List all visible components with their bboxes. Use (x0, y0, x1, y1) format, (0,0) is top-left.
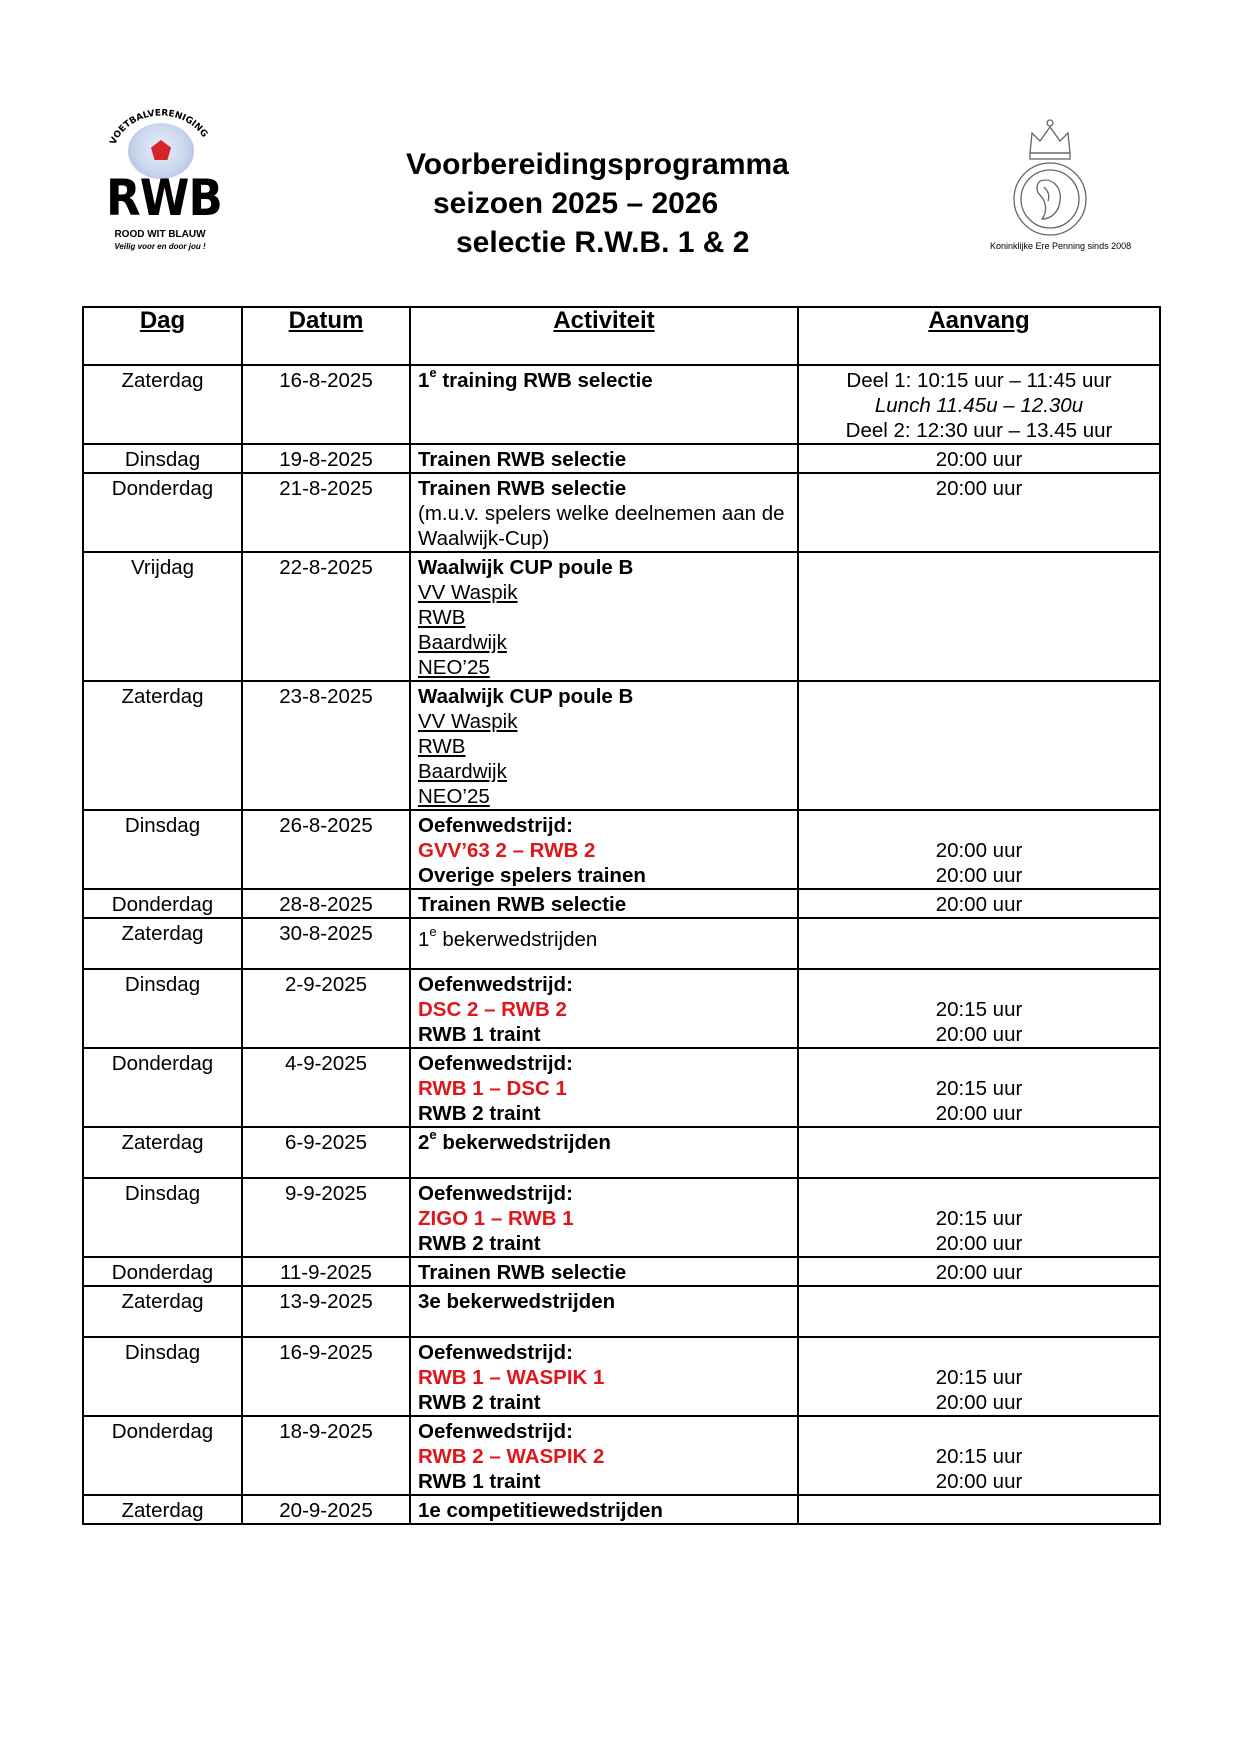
table-row (83, 810, 1160, 889)
cell-datum: 30-8-2025 (242, 918, 410, 969)
table-row (83, 681, 1160, 810)
cell-aanvang: 20:15 uur 20:00 uur (798, 1048, 1160, 1127)
match-fixture: RWB 1 – DSC 1 (418, 1077, 567, 1100)
match-fixture: DSC 2 – RWB 2 (418, 998, 567, 1021)
team-name: VV Waspik (418, 710, 518, 733)
cell-datum: 19-8-2025 (242, 444, 410, 473)
cell-activiteit: Trainen RWB selectie (410, 889, 798, 918)
cell-datum: 23-8-2025 (242, 681, 410, 810)
cell-dag: Dinsdag (83, 1337, 242, 1416)
table-row (83, 473, 1160, 552)
cell-dag: Vrijdag (83, 552, 242, 681)
cell-dag: Zaterdag (83, 1286, 242, 1337)
cell-datum: 18-9-2025 (242, 1416, 410, 1495)
match-fixture: ZIGO 1 – RWB 1 (418, 1207, 574, 1230)
cell-datum: 6-9-2025 (242, 1127, 410, 1178)
table-row (83, 1495, 1160, 1524)
match-fixture: RWB 1 – WASPIK 1 (418, 1366, 605, 1389)
cell-aanvang: 20:15 uur 20:00 uur (798, 969, 1160, 1048)
logo-club-name: ROOD WIT BLAUW (114, 229, 206, 240)
cell-dag: Zaterdag (83, 681, 242, 810)
table-row (83, 1127, 1160, 1178)
cell-aanvang (798, 1495, 1160, 1524)
schedule-table (82, 306, 1161, 1525)
cell-aanvang (798, 1127, 1160, 1178)
cell-activiteit: Oefenwedstrijd: GVV’63 2 – RWB 2 Overige spelers trainen (410, 810, 798, 889)
cell-dag: Zaterdag (83, 365, 242, 444)
team-name: RWB (418, 606, 466, 629)
cell-aanvang (798, 552, 1160, 681)
team-name: NEO’25 (418, 785, 490, 808)
cell-datum: 9-9-2025 (242, 1178, 410, 1257)
svg-text:VOETBALVERENIGING: VOETBALVERENIGING (108, 108, 210, 147)
table-row (83, 1286, 1160, 1337)
cell-aanvang: Deel 1: 10:15 uur – 11:45 uur Lunch 11.45u – 12.30u Deel 2: 12:30 uur – 13.45 uur (798, 365, 1160, 444)
cell-aanvang (798, 1286, 1160, 1337)
cell-datum: 26-8-2025 (242, 810, 410, 889)
page-subtitle-selection: selectie R.W.B. 1 & 2 (456, 226, 750, 259)
cell-datum: 20-9-2025 (242, 1495, 410, 1524)
cell-datum: 21-8-2025 (242, 473, 410, 552)
cell-activiteit: Oefenwedstrijd: DSC 2 – RWB 2 RWB 1 traint (410, 969, 798, 1048)
table-row (83, 1337, 1160, 1416)
logo-tagline: Veilig voor en door jou ! (114, 242, 206, 251)
cell-activiteit: 3e bekerwedstrijden (410, 1286, 798, 1337)
cell-activiteit: 1e training RWB selectie (410, 365, 798, 444)
cell-datum: 22-8-2025 (242, 552, 410, 681)
cell-aanvang: 20:00 uur (798, 889, 1160, 918)
cell-dag: Donderdag (83, 1257, 242, 1286)
cell-dag: Dinsdag (83, 1178, 242, 1257)
team-name: RWB (418, 735, 466, 758)
crown-medal-icon (990, 115, 1110, 239)
cell-aanvang: 20:15 uur 20:00 uur (798, 1178, 1160, 1257)
table-row (83, 1048, 1160, 1127)
cell-datum: 2-9-2025 (242, 969, 410, 1048)
cell-dag: Zaterdag (83, 1495, 242, 1524)
cell-dag: Dinsdag (83, 969, 242, 1048)
table-row (83, 1178, 1160, 1257)
team-name: Baardwijk (418, 760, 507, 783)
cell-activiteit: Oefenwedstrijd: RWB 2 – WASPIK 2 RWB 1 traint (410, 1416, 798, 1495)
page-subtitle-season: seizoen 2025 – 2026 (433, 187, 719, 220)
match-fixture: RWB 2 – WASPIK 2 (418, 1445, 605, 1468)
cell-activiteit: Waalwijk CUP poule B VV Waspik RWB Baardwijk NEO’25 (410, 552, 798, 681)
team-name: VV Waspik (418, 581, 518, 604)
cell-datum: 11-9-2025 (242, 1257, 410, 1286)
cell-aanvang (798, 918, 1160, 969)
cell-aanvang (798, 681, 1160, 810)
cell-dag: Dinsdag (83, 444, 242, 473)
cell-datum: 13-9-2025 (242, 1286, 410, 1337)
cell-activiteit: Trainen RWB selectie (410, 444, 798, 473)
cell-dag: Zaterdag (83, 918, 242, 969)
royal-medal-logo (990, 115, 1132, 255)
cell-activiteit: Oefenwedstrijd: RWB 1 – WASPIK 1 RWB 2 traint (410, 1337, 798, 1416)
cell-aanvang: 20:00 uur 20:00 uur (798, 810, 1160, 889)
team-name: NEO’25 (418, 656, 490, 679)
cell-dag: Donderdag (83, 1416, 242, 1495)
cell-activiteit: Waalwijk CUP poule B VV Waspik RWB Baardwijk NEO’25 (410, 681, 798, 810)
cell-activiteit: 1e bekerwedstrijden (410, 918, 798, 969)
medal-caption: Koninklijke Ere Penning sinds 2008 (990, 241, 1132, 251)
table-row (83, 1416, 1160, 1495)
cell-aanvang: 20:00 uur (798, 473, 1160, 552)
cell-aanvang: 20:00 uur (798, 1257, 1160, 1286)
logo-abbrev: RWB (106, 169, 222, 227)
cell-datum: 28-8-2025 (242, 889, 410, 918)
cell-aanvang: 20:00 uur (798, 444, 1160, 473)
cell-dag: Donderdag (83, 889, 242, 918)
cell-dag: Zaterdag (83, 1127, 242, 1178)
match-fixture: GVV’63 2 – RWB 2 (418, 839, 596, 862)
cell-aanvang: 20:15 uur 20:00 uur (798, 1337, 1160, 1416)
cell-activiteit: Trainen RWB selectie (410, 1257, 798, 1286)
table-row (83, 365, 1160, 444)
cell-activiteit: Oefenwedstrijd: RWB 1 – DSC 1 RWB 2 traint (410, 1048, 798, 1127)
header-datum: Datum (242, 307, 410, 365)
cell-activiteit: Trainen RWB selectie (m.u.v. spelers welke deelnemen aan de Waalwijk-Cup) (410, 473, 798, 552)
cell-activiteit: Oefenwedstrijd: ZIGO 1 – RWB 1 RWB 2 traint (410, 1178, 798, 1257)
table-row (83, 1257, 1160, 1286)
cell-dag: Donderdag (83, 1048, 242, 1127)
club-logo (100, 105, 220, 255)
cell-aanvang: 20:15 uur 20:00 uur (798, 1416, 1160, 1495)
team-name: Baardwijk (418, 631, 507, 654)
page-title: Voorbereidingsprogramma (406, 148, 789, 181)
table-row (83, 969, 1160, 1048)
cell-dag: Donderdag (83, 473, 242, 552)
table-row (83, 889, 1160, 918)
table-header-row (83, 307, 1160, 365)
cell-datum: 16-8-2025 (242, 365, 410, 444)
cell-activiteit: 1e competitiewedstrijden (410, 1495, 798, 1524)
header-dag: Dag (83, 307, 242, 365)
cell-datum: 16-9-2025 (242, 1337, 410, 1416)
table-row (83, 552, 1160, 681)
header-aanvang: Aanvang (798, 307, 1160, 365)
cell-dag: Dinsdag (83, 810, 242, 889)
cell-datum: 4-9-2025 (242, 1048, 410, 1127)
header-activiteit: Activiteit (410, 307, 798, 365)
cell-activiteit: 2e bekerwedstrijden (410, 1127, 798, 1178)
table-row (83, 444, 1160, 473)
table-row (83, 918, 1160, 969)
